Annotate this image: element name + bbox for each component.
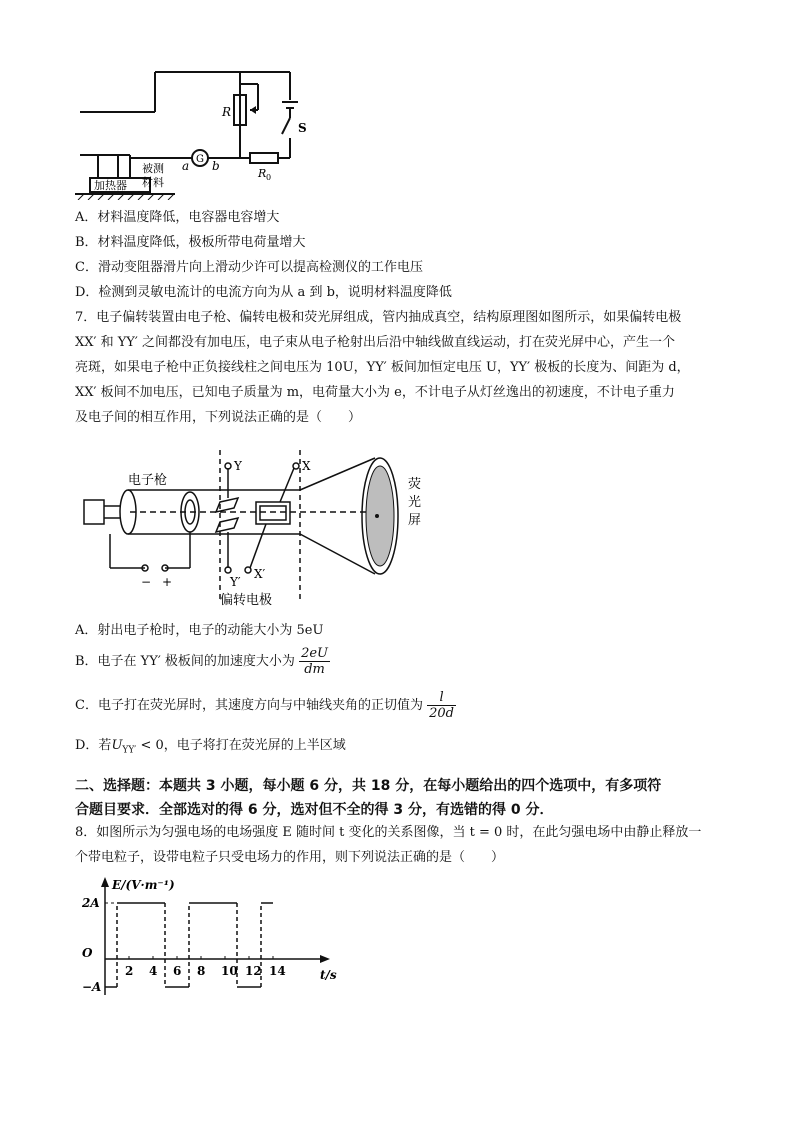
- q7-option-d-var: U: [111, 738, 123, 753]
- label-x-prime: X′: [254, 567, 266, 581]
- q7-line-2: XX′ 和 YY′ 之间都没有加电压，电子束从电子枪射出后沿中轴线做直线运动，打在荧光屏中心，产生一个: [75, 335, 675, 350]
- q7-option-d-sub: YY′: [122, 745, 137, 756]
- label-plus: +: [162, 575, 173, 589]
- section-2-line-1: 二、选择题：本题共 3 小题，每小题 6 分，共 18 分，在每小题给出的四个选项中，有多项符: [75, 778, 662, 794]
- q6-option-a: A．材料温度降低，电容器电容增大: [75, 210, 280, 225]
- y-tick-label: −A: [82, 980, 102, 994]
- q7-option-d-post: < 0，电子将打在荧光屏的上半区域: [136, 738, 346, 753]
- q7-line-5: 及电子间的相互作用，下列说法正确的是（ ）: [75, 410, 362, 425]
- x-tick-label: 14: [269, 964, 286, 978]
- q6-option-d: D．检测到灵敏电流计的电流方向为从 a 到 b，说明材料温度降低: [75, 285, 452, 300]
- crt-svg: [70, 440, 450, 610]
- q7-line-4: XX′ 板间不加电压，已知电子质量为 m，电荷量大小为 e，不计电子从灯丝逸出的初速度，不计电子重力: [75, 385, 675, 400]
- label-measured-1: 被测: [142, 162, 164, 175]
- x-tick-label: 6: [173, 964, 182, 978]
- y-axis-label: E/(V·m⁻¹): [112, 878, 175, 892]
- label-screen-3: 屏: [408, 513, 422, 528]
- label-a: a: [182, 159, 190, 173]
- e-t-chart: [80, 875, 350, 1005]
- q7-option-c-denominator: 20d: [429, 706, 454, 721]
- label-heater: 加热器: [94, 179, 127, 192]
- sensor-circuit-svg: [70, 60, 310, 200]
- x-tick-label: 4: [149, 964, 158, 978]
- label-y-prime: Y′: [230, 575, 241, 589]
- galvanometer-icon: G: [196, 154, 204, 165]
- x-axis-label: t/s: [320, 968, 337, 982]
- y-tick-label: 2A: [82, 896, 100, 910]
- q7-line-3: 亮斑，如果电子枪中正负接线柱之间电压为 10U，YY′ 板间加恒定电压 U，YY′ 极板的长度为、间距为 d，: [75, 360, 690, 375]
- q7-option-d-pre: D．若: [75, 738, 112, 753]
- sensor-circuit-figure: [70, 60, 310, 200]
- label-r0-sub: 0: [266, 173, 272, 182]
- label-x: X: [302, 459, 311, 473]
- label-y: Y: [234, 459, 242, 473]
- q8-line-1: 8．如图所示为匀强电场的电场强度 E 随时间 t 变化的关系图像，当 t = 0 时，在此匀强电场中由静止释放一: [75, 825, 702, 840]
- q7-line-1: 7．电子偏转装置由电子枪、偏转电极和荧光屏组成，管内抽成真空，结构原理图如图所示，如果偏转电极: [75, 310, 682, 325]
- label-deflection-electrodes: 偏转电极: [220, 593, 273, 608]
- q8-line-2: 个带电粒子，设带电粒子只受电场力的作用，则下列说法正确的是（ ）: [75, 850, 505, 865]
- q7-option-b-fraction: [299, 646, 330, 677]
- label-screen-2: 光: [408, 495, 422, 510]
- e-t-chart-svg: [80, 875, 350, 1005]
- label-screen-1: 荧: [408, 477, 422, 492]
- q7-option-b: [75, 644, 330, 680]
- crt-figure: [70, 440, 450, 610]
- section-2-line-2: 合题目要求．全部选对的得 6 分，选对但不全的得 3 分，有选错的得 0 分．: [75, 802, 554, 818]
- x-tick-label: 10: [221, 964, 238, 978]
- q7-option-c-text: C．电子打在荧光屏时，其速度方向与中轴线夹角的正切值为: [75, 698, 423, 713]
- q7-option-d: [75, 737, 346, 760]
- x-axis-arrow-icon: [320, 955, 330, 963]
- y-tick-label: O: [82, 946, 93, 960]
- label-r: R: [222, 105, 232, 119]
- q7-option-b-text: B．电子在 YY′ 极板间的加速度大小为: [75, 654, 295, 669]
- label-measured-2: 材料: [142, 176, 164, 189]
- label-minus: −: [141, 575, 152, 589]
- q7-option-b-numerator: 2eU: [301, 646, 328, 661]
- q7-option-c-numerator: l: [427, 690, 456, 706]
- x-tick-label: 2: [125, 964, 134, 978]
- label-b: b: [212, 159, 220, 173]
- label-r0: R: [258, 167, 267, 180]
- q6-option-b: B．材料温度降低，极板所带电荷量增大: [75, 235, 306, 250]
- y-axis-arrow-icon: [101, 877, 109, 887]
- q6-option-c: C．滑动变阻器滑片向上滑动少许可以提高检测仪的工作电压: [75, 260, 423, 275]
- q7-option-a: A．射出电子枪时，电子的动能大小为 5eU: [75, 623, 324, 638]
- label-s: S: [298, 121, 307, 135]
- x-tick-label: 12: [245, 964, 262, 978]
- q7-option-c-fraction: [427, 690, 456, 721]
- x-tick-label: 8: [197, 964, 206, 978]
- q7-option-c: [75, 688, 456, 724]
- label-electron-gun: 电子枪: [128, 473, 168, 488]
- q7-option-b-denominator: dm: [304, 662, 325, 677]
